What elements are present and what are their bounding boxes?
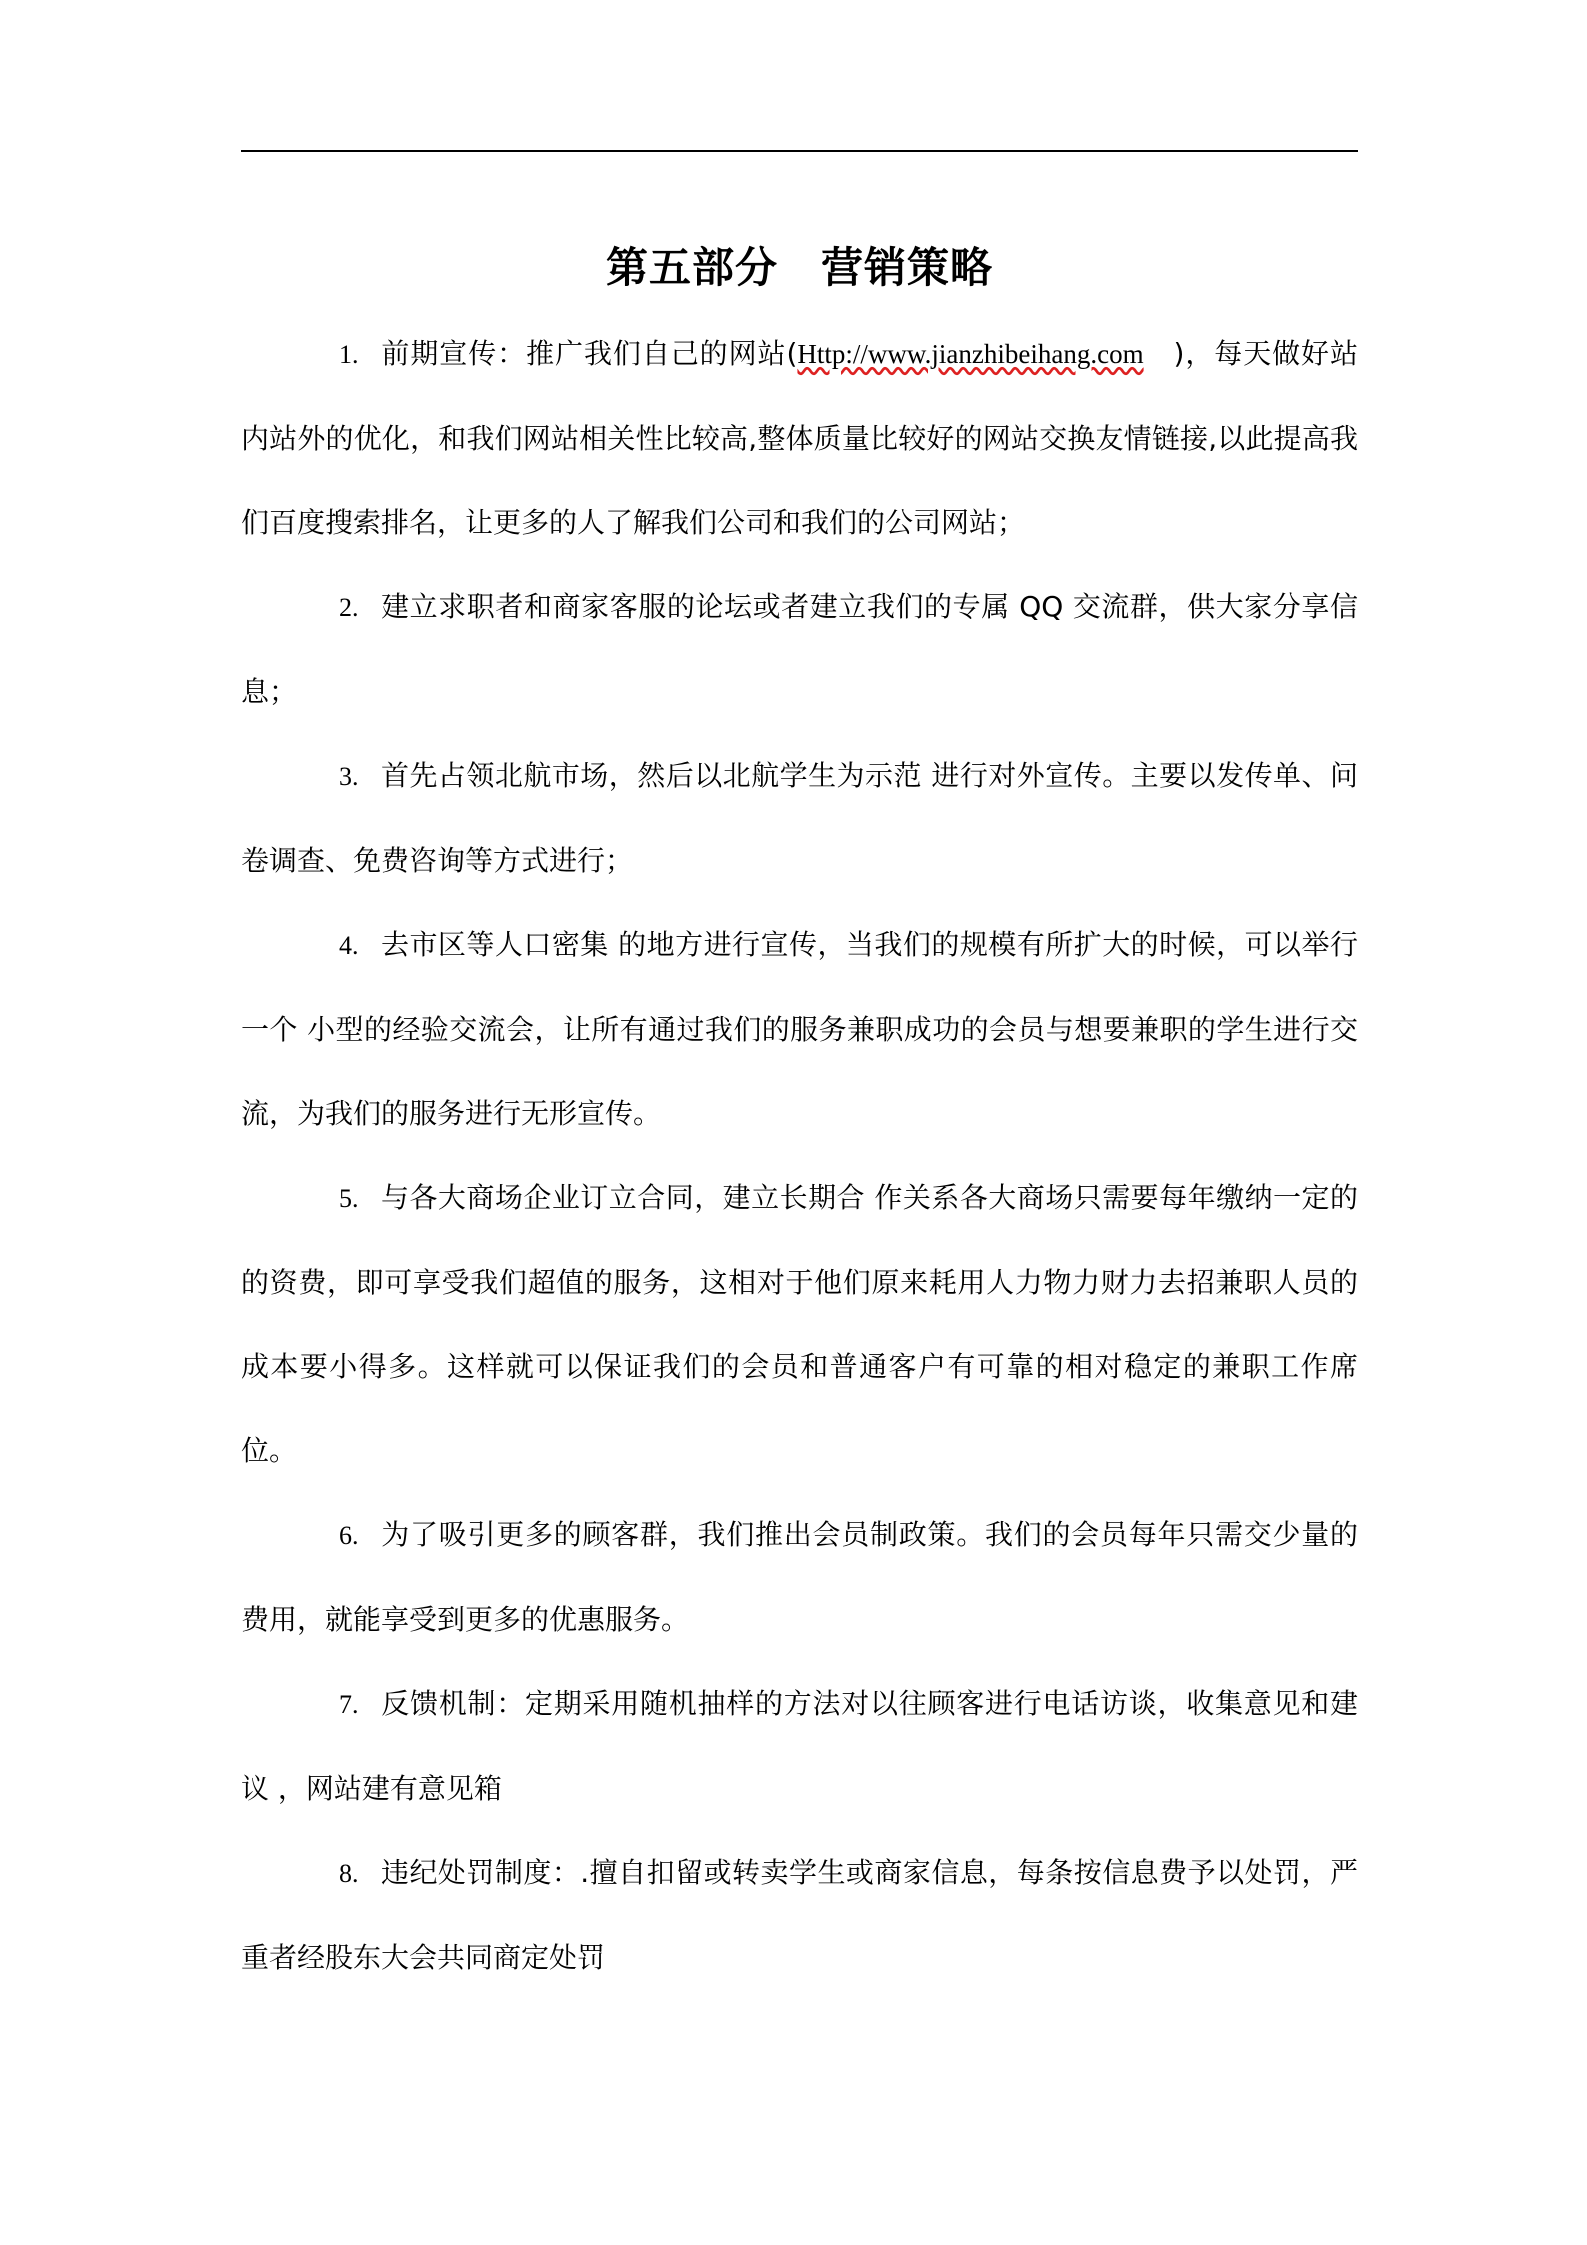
strategy-item-3	[241, 734, 1358, 903]
strategy-list	[241, 312, 1358, 2000]
item-number: 7.	[339, 1690, 359, 1719]
item-text: 去市区等人口密集 的地方进行宣传，当我们的规模有所扩大的时候，可以举行一个 小型的经验交流会，让所有通过我们的服务兼职成功的会员与想要兼职的学生进行交流，为我们的服务进行无形宣传。	[241, 928, 1358, 1130]
strategy-item-4	[241, 903, 1358, 1156]
item-number: 4.	[339, 931, 359, 960]
item-text: 建立求职者和商家客服的论坛或者建立我们的专属 QQ 交流群，供大家分享信息；	[241, 590, 1358, 708]
strategy-item-8	[241, 1831, 1358, 2000]
item-number: 1.	[339, 340, 359, 369]
item-number: 2.	[339, 593, 359, 622]
item-number: 8.	[339, 1859, 359, 1888]
strategy-item-1	[241, 312, 1358, 565]
item-text: 与各大商场企业订立合同，建立长期合 作关系各大商场只需要每年缴纳一定的的资费，即可享受我们超值的服务，这相对于他们原来耗用人力物力财力去招兼职人员的成本要小得多。这样就可以保证我们的会员和普通客户有可靠的相对稳定的兼职工作席位。	[241, 1181, 1358, 1467]
item-text: 反馈机制：定期采用随机抽样的方法对以往顾客进行电话访谈，收集意见和建议 ，网站建有意见箱	[241, 1687, 1358, 1805]
item-text: 为了吸引更多的顾客群，我们推出会员制政策。我们的会员每年只需交少量的费用，就能享受到更多的优惠服务。	[241, 1518, 1358, 1636]
strategy-item-5	[241, 1156, 1358, 1493]
section-title: 第五部分 营销策略	[605, 243, 993, 293]
item-text: 违纪处罚制度：.擅自扣留或转卖学生或商家信息，每条按信息费予以处罚，严重者经股东大会共同商定处罚	[241, 1856, 1358, 1974]
item-text: 首先占领北航市场，然后以北航学生为示范 进行对外宣传。主要以发传单、问卷调查、免费咨询等方式进行；	[241, 759, 1358, 877]
item-number: 3.	[339, 762, 359, 791]
strategy-item-6	[241, 1493, 1358, 1662]
strategy-item-2	[241, 565, 1358, 734]
item-number: 5.	[339, 1184, 359, 1213]
item-number: 6.	[339, 1521, 359, 1550]
item-text: )，每天做好站内站外的优化，和我们网站相关性比较高,整体质量比较好的网站交换友情链接,以此提高我们百度搜索排名，让更多的人了解我们公司和我们的公司网站；	[241, 337, 1358, 539]
header-rule	[241, 150, 1358, 152]
item-text: 前期宣传：推广我们自己的网站(	[380, 337, 798, 370]
strategy-item-7	[241, 1662, 1358, 1831]
website-link[interactable]: Http://www.jianzhibeihang.com	[797, 339, 1144, 369]
